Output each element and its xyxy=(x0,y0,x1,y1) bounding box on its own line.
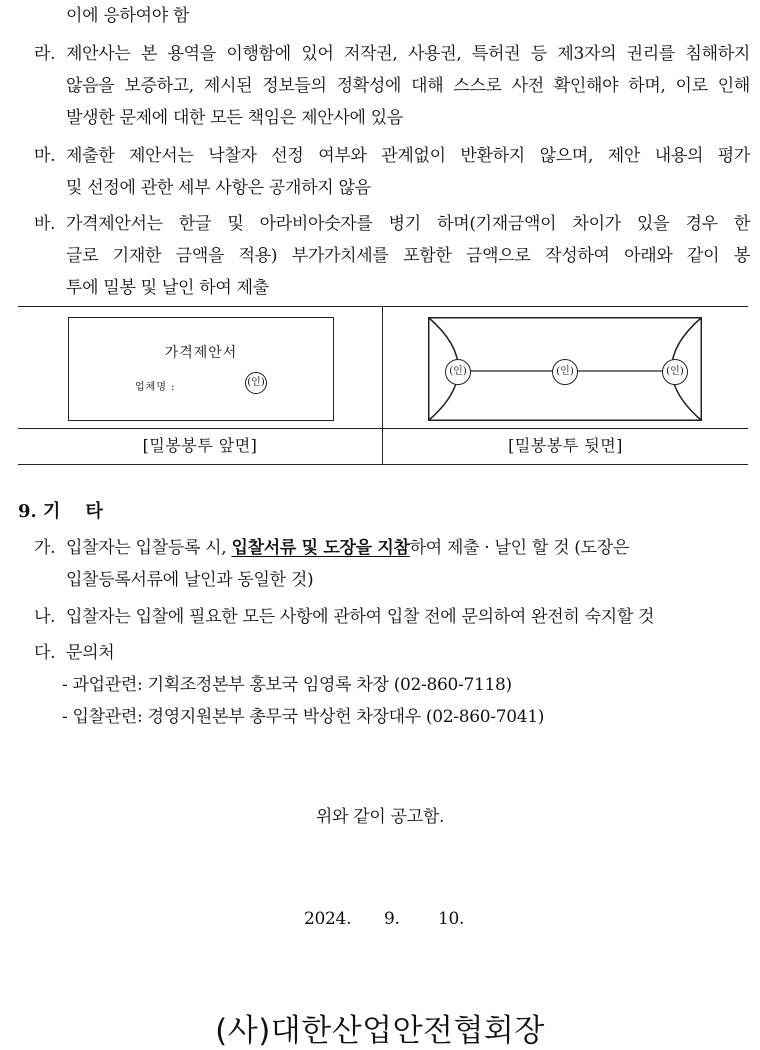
seal-stamp: (인) xyxy=(662,359,688,385)
item-line: 및 선정에 관한 세부 사항은 공개하지 않음 xyxy=(66,178,371,198)
item-line xyxy=(66,532,750,564)
table-divider xyxy=(18,428,748,429)
envelope-front-illustration xyxy=(68,317,334,421)
seal-stamp: (인) xyxy=(245,372,267,394)
date-month: 9. xyxy=(384,909,400,929)
envelope-front-title: 가격제안서 xyxy=(164,345,238,361)
item-label: 마. xyxy=(34,146,56,166)
item-label: 다. xyxy=(34,643,56,663)
seal-stamp: (인) xyxy=(445,359,471,385)
date-year: 2024. xyxy=(304,909,352,929)
issuer-signature: (사)대한산업안전협회장 xyxy=(215,1013,545,1049)
caption-back: [밀봉봉투 뒷면] xyxy=(508,436,623,455)
date-day: 10. xyxy=(438,909,465,929)
emphasis-text: 입찰서류 및 도장을 지참 xyxy=(231,538,410,558)
item-line: 입찰등록서류에 날인과 동일한 것) xyxy=(66,570,314,590)
item-label: 나. xyxy=(34,607,56,627)
item-line: 가격제안서는 한글 및 아라비아숫자를 병기 하며(기재금액이 차이가 있을 경우 한 xyxy=(66,214,750,234)
envelope-company-label: 업체명 : xyxy=(135,382,176,393)
item-line: 글로 기재한 금액을 적용) 부가가치세를 포함한 금액으로 작성하여 아래와 같이 봉 xyxy=(66,246,750,266)
item-line: 문의처 xyxy=(66,643,115,663)
item-line: 발생한 문제에 대한 모든 책임은 제안사에 있음 xyxy=(66,108,403,128)
item-line: 입찰자는 입찰에 필요한 모든 사항에 관하여 입찰 전에 문의하여 완전히 숙지할 것 xyxy=(66,607,655,627)
item-text: 입찰자는 입찰등록 시, xyxy=(66,538,232,558)
continuation-text: 이에 응하여야 함 xyxy=(66,6,190,26)
item-line: 제안사는 본 용역을 이행함에 있어 저작권, 사용권, 특허권 등 제3자의 권리를 침해하지 xyxy=(66,44,750,64)
item-line: 제출한 제안서는 낙찰자 선정 여부와 관계없이 반환하지 않으며, 제안 내용의 평가 xyxy=(66,146,750,166)
item-line: 투에 밀봉 및 날인 하여 제출 xyxy=(66,278,269,298)
item-label: 라. xyxy=(34,44,56,64)
caption-front: [밀봉봉투 앞면] xyxy=(142,436,258,455)
item-text: 하여 제출 · 날인 할 것 (도장은 xyxy=(409,538,629,558)
seal-stamp: (인) xyxy=(552,359,578,385)
item-line: 않음을 보증하고, 제시된 정보들의 정확성에 대해 스스로 사전 확인해야 하며, 이로 인해 xyxy=(66,76,750,96)
contact-line: - 입찰관련: 경영지원본부 총무국 박상헌 차장대우 (02-860-7041) xyxy=(62,707,545,727)
contact-line: - 과업관련: 기획조정본부 홍보국 임영록 차장 (02-860-7118) xyxy=(62,675,512,695)
section-heading: 9. 기 타 xyxy=(18,501,103,522)
closing-statement: 위와 같이 공고함. xyxy=(315,807,445,827)
item-label: 가. xyxy=(34,538,56,558)
item-label: 바. xyxy=(34,214,56,234)
envelope-table xyxy=(18,306,748,465)
